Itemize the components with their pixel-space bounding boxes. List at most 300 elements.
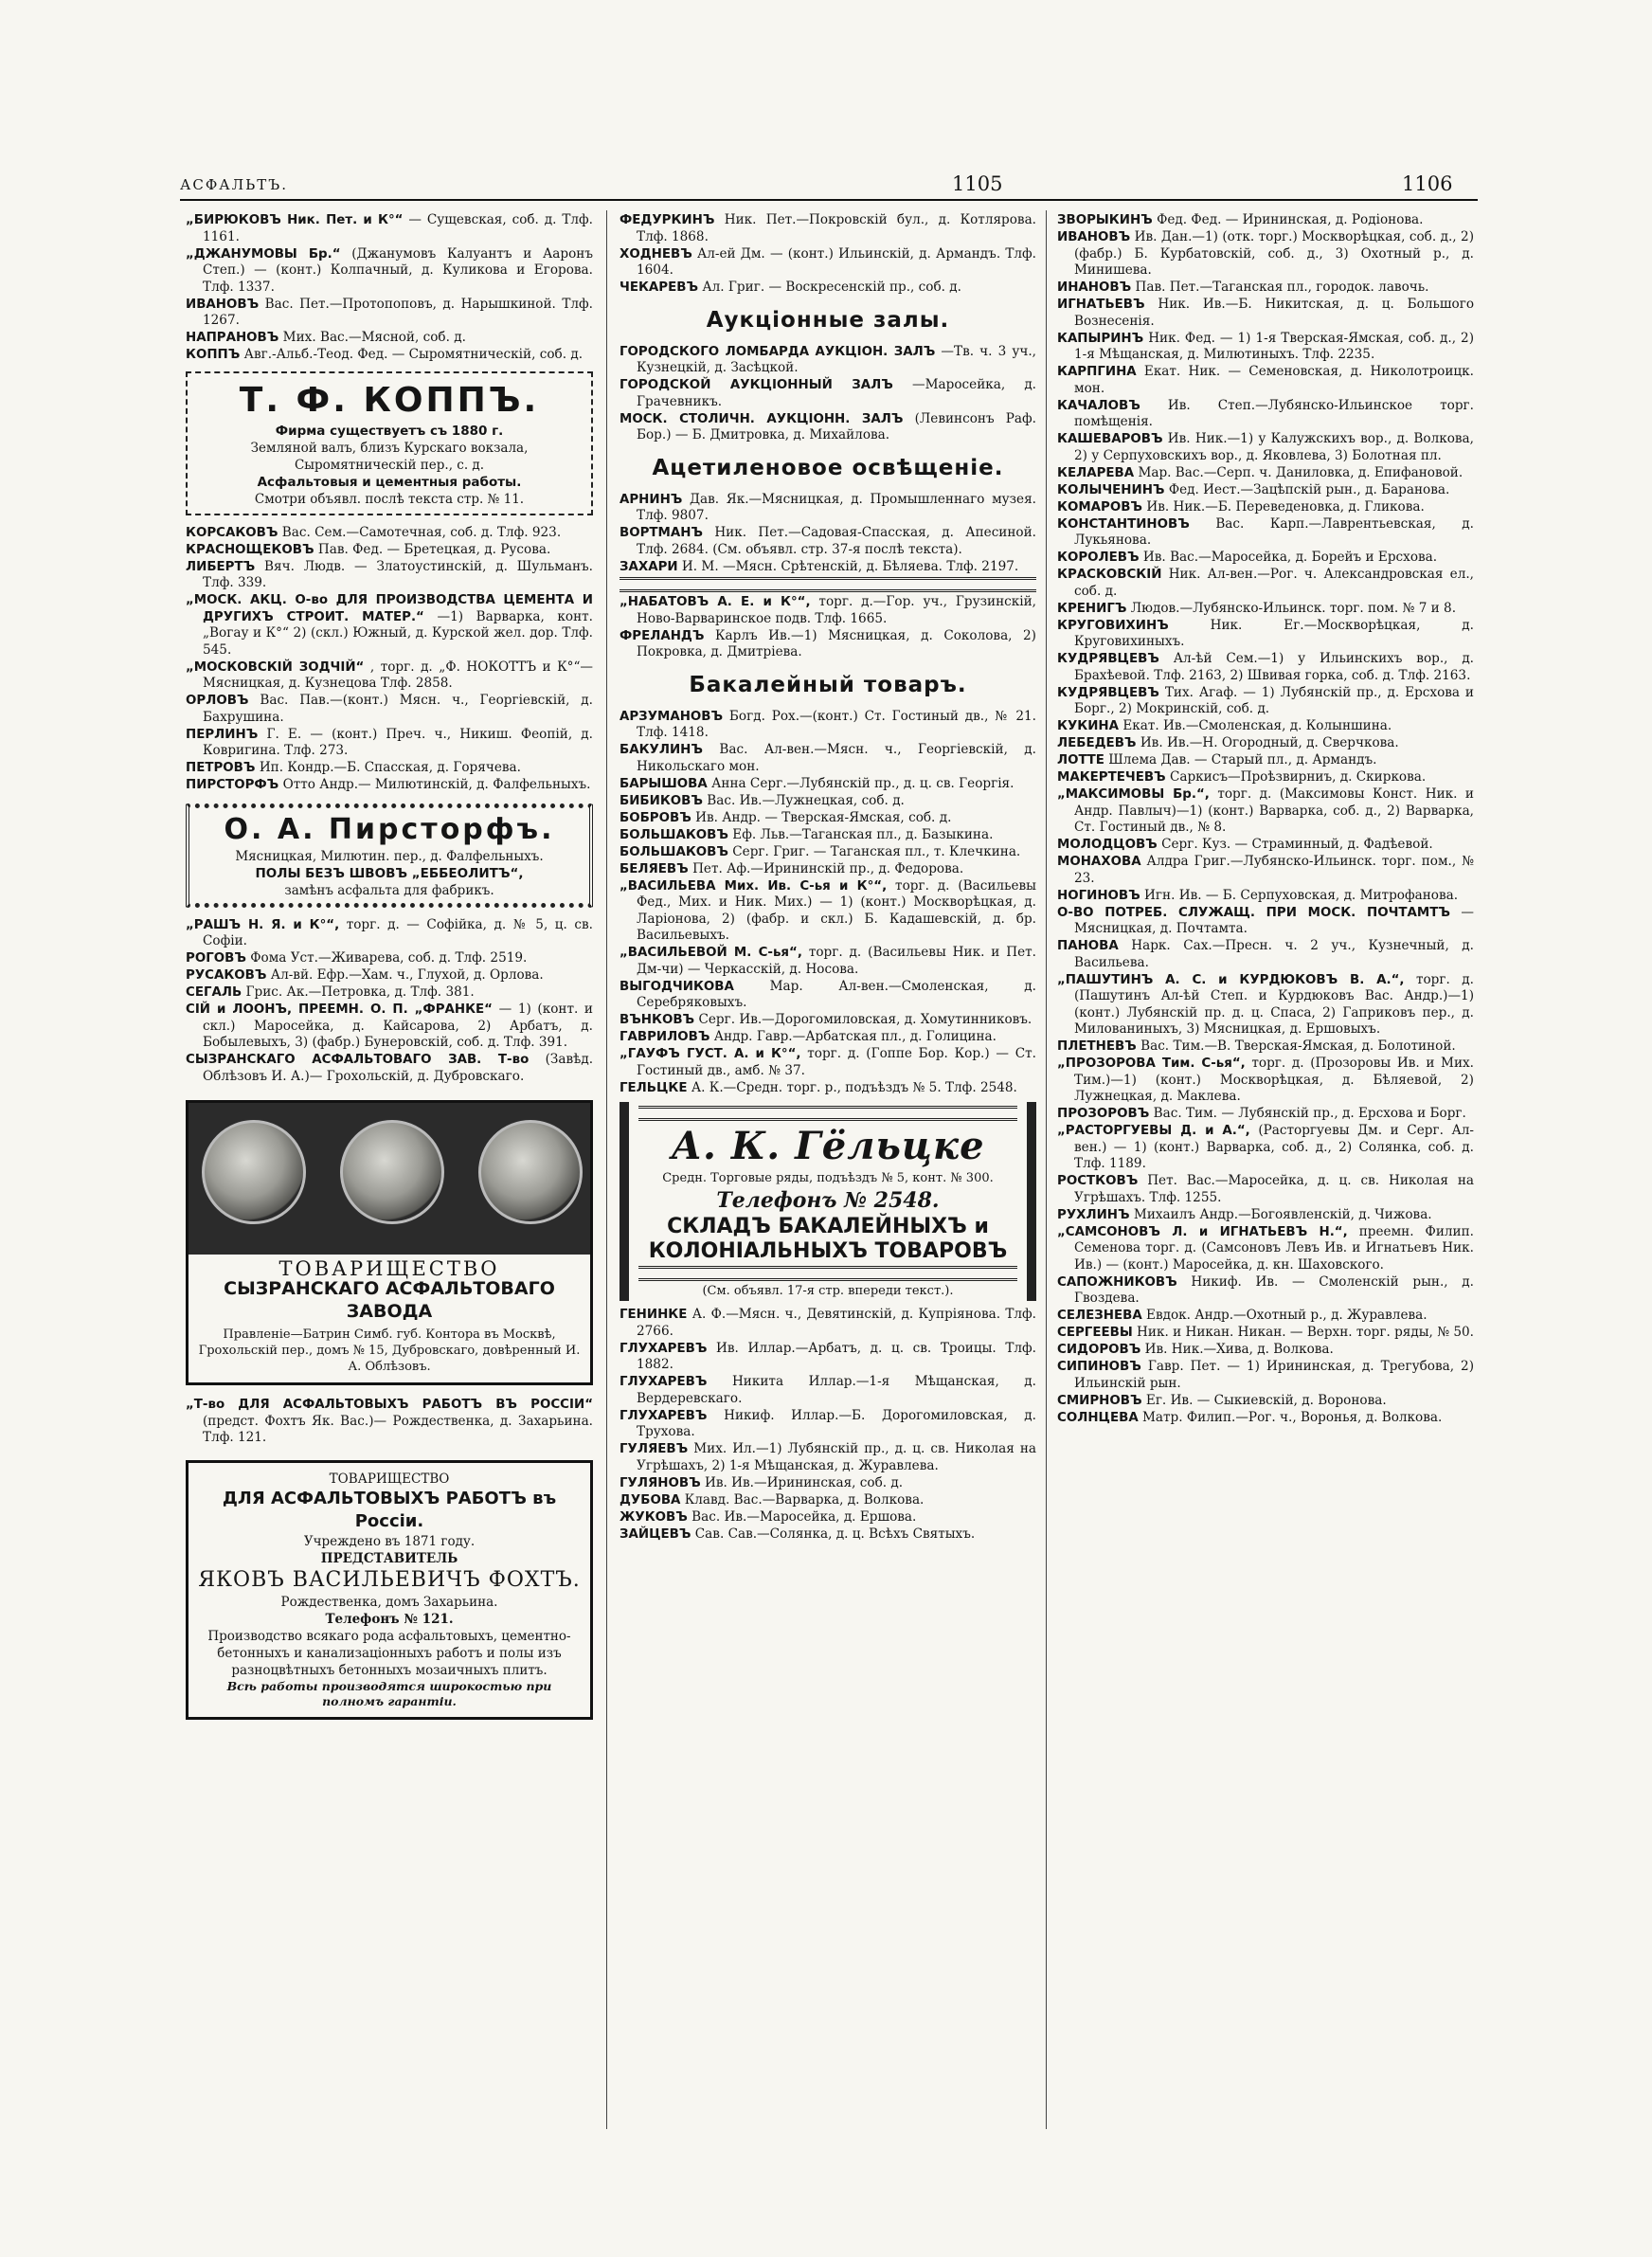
gelzke-ad-phone: Телефонъ № 2548. [716,1188,940,1213]
entry-name: РУСАКОВЪ [186,968,267,983]
directory-entry [620,594,1036,627]
entry-text: Пав. Фед. — Бретецкая, д. Русова. [317,541,551,557]
entry-name: СЕГАЛЬ [186,985,242,1000]
entry-text: торг. д. (Васильевы Ник. и Пет. Дм-чи) — Черкасскій, д. Носова. [637,945,1036,977]
directory-entry [1057,1325,1474,1342]
entry-text: Ник. Пет.—Садовая-Спасская, д. Апесиной. Тлф. 2684. (См. объявл. стр. 37-я послѣ текста). [637,525,1036,557]
entry-name: ВЪНКОВЪ [620,1013,695,1027]
directory-entry [620,525,1036,558]
entry-text: Г. Е. — (конт.) Преч. ч., Никиш. Феопій, д. Ковригина. Тлф. 273. [203,726,593,758]
entry-name: ГЕЛЬЦКЕ [620,1080,688,1095]
entry-name: „РАШЪ Н. Я. и К°“, [186,917,340,932]
entry-name: ПРОЗОРОВЪ [1057,1107,1150,1121]
entry-text: торг. д. (Гоппе Бор. Кор.) — Ст. Гостиный дв., амб. № 37. [637,1046,1036,1078]
entry-list [620,344,1036,444]
directory-entry [1057,1056,1474,1106]
entry-text: Людов.—Лубянско-Ильинск. торг. пом. № 7 и 8. [1130,600,1457,616]
entry-text: Ив. Андр. — Тверская-Ямская, соб. д. [695,809,952,825]
directory-entry [620,1046,1036,1079]
entry-text: —Мясницкая, д. Почтамта. [1074,904,1474,936]
syzran-advertisement [186,1100,593,1385]
entry-text: Ив. Иллар.—Арбатъ, д. ц. св. Троицы. Тлф. 1882. [637,1340,1036,1372]
syzran-ad-line: Правленіе—Батрин Симб. губ. Контора въ Москвѣ, Грохольскій пер., домъ № 15, Дубровскаго, довѣренный И. А. Облѣзовъ. [198,1327,581,1374]
entry-name: КАЧАЛОВЪ [1057,398,1140,413]
entry-text: Вяч. Людв. — Златоустинскій, д. Шульманъ. Тлф. 339. [203,558,593,590]
entry-name: КУКИНА [1057,719,1119,733]
entry-name: ГЛУХАРЕВЪ [620,1375,708,1389]
entry-list [620,594,1036,661]
pirstorf-advertisement [186,803,593,908]
gelzke-advertisement [620,1102,1036,1301]
directory-entry [1057,280,1474,297]
entry-name: ДУБОВА [620,1492,681,1508]
entry-name: „МОСК. АКЦ. О-во ДЛЯ ПРОИЗВОДСТВА ЦЕМЕНТА И ДРУГИХЪ СТРОИТ. МАТЕР.“ [186,593,593,624]
entry-text: Ник. и Никан. Никан. — Верхн. торг. ряды, № 50. [1137,1325,1475,1340]
entry-name: КЕЛАРЕВА [1057,465,1135,480]
directory-entry [1057,431,1474,464]
ornament-divider [638,1106,1017,1121]
entry-text: Серг. Куз. — Страминный, д. Фадѣевой. [1161,837,1433,852]
directory-entry [1057,735,1474,752]
entry-text: Ал-ей Дм. — (конт.) Ильинскій, д. Армандъ. Тлф. 1604. [637,245,1036,278]
directory-entry [1057,1308,1474,1325]
directory-entry [186,777,593,794]
entry-text: Ив. Ив.—Н. Огородный, д. Сверчкова. [1140,735,1399,750]
entry-text: Екат. Ив.—Смоленская, д. Колыншина. [1122,718,1392,733]
entry-name: ЛЕБЕДЕВЪ [1057,736,1137,750]
entry-text: Ег. Ив. — Сыкиевскій, д. Воронова. [1145,1392,1387,1408]
directory-entry [620,1012,1036,1029]
entry-text: Екат. Ник. — Семеновская, д. Николотроицк. мон. [1074,364,1474,396]
pirstorf-ad-line: ПОЛЫ БЕЗЪ ШВОВЪ „ЕББЕОЛИТЪ“, [255,865,524,881]
directory-entry [186,727,593,760]
directory-entry [620,1492,1036,1509]
ad-line: Производство всякаго рода асфальтовыхъ, цементно-бетонныхъ и канализаціонныхъ работъ и полы изъ разноцвѣтныхъ бетонныхъ мозаичныхъ плитъ. [207,1628,571,1678]
entry-text: —Маросейка, д. Грачевникъ. [637,377,1037,409]
entry-name: ФЕДУРКИНЪ [620,213,715,227]
directory-entry [186,525,593,542]
entry-text: Пет. Вас.—Маросейка, д. ц. св. Николая на Угрѣшахъ. Тлф. 1255. [1074,1173,1474,1205]
entry-text: Фед. Фед. — Ирининская, д. Родіонова. [1157,212,1424,227]
section-heading: Аукціонные залы. [706,307,950,333]
page-number-left: 1105 [952,172,1003,195]
entry-name: О-ВО ПОТРЕБ. СЛУЖАЩ. ПРИ МОСК. ПОЧТАМТЪ [1057,905,1450,920]
directory-entry [620,1307,1036,1340]
entry-name: ХОДНЕВЪ [620,246,692,262]
entry-name: КОНСТАНТИНОВЪ [1057,516,1190,532]
entry-name: БЕЛЯЕВЪ [620,861,689,876]
gelzke-ad-line: (См. объявл. 17-я стр. впереди текст.). [702,1284,954,1298]
entry-name: ГАВРИЛОВЪ [620,1030,710,1044]
kopp-ad-line: Смотри объявл. послѣ текста стр. № 11. [254,491,525,507]
entry-name: „ПАШУТИНЪ А. С. и КУРДЮКОВЪ В. А.“, [1057,972,1405,987]
directory-entry [1057,398,1474,431]
entry-name: СЕРГЕЕВЫ [1057,1326,1133,1340]
entry-text: Алдра Григ.—Лубянско-Ильинск. торг. пом., № 23. [1074,854,1475,886]
entry-text: торг. д. (Максимовы Конст. Ник. и Андр. Павлыч)—1) (конт.) Варварка, соб. д., 2) Варварка, Ст. Гостиный дв., № 8. [1074,786,1474,835]
entry-name: „САМСОНОВЪ Л. и ИГНАТЬЕВЪ Н.“, [1057,1224,1348,1239]
directory-entry [186,347,593,364]
entry-name: СИПИНОВЪ [1057,1360,1141,1374]
entry-name: „ПРОЗОРОВА Тим. С-ья“, [1057,1056,1246,1071]
directory-entry [620,1475,1036,1492]
pirstorf-ad-line: Мясницкая, Милютин. пер., д. Фалфельныхъ. [235,848,544,864]
directory-entry [620,1441,1036,1474]
directory-entry [1057,1123,1474,1173]
entry-text: Мих. Вас.—Мясной, соб. д. [282,330,466,345]
directory-entry [620,1341,1036,1374]
entry-text: Шлема Дав. — Старый пл., д. Армандъ. [1108,752,1377,767]
ornament-divider [620,577,1036,592]
page-number-right: 1106 [1402,172,1453,195]
entry-text: (Джанумовъ Калуантъ и Ааронъ Степ.) — (конт.) Колпачный, д. Куликова и Егорова. Тлф. 1337. [203,245,593,295]
entry-text: И. М. —Мясн. Срѣтенскій, д. Бѣляева. Тлф. 2197. [681,558,1019,574]
directory-entry [1057,1410,1474,1427]
entry-name: КОППЪ [186,348,241,362]
entry-text: Вас. Пав.—(конт.) Мясн. ч., Георгіевскій, д. Бахрушина. [203,693,593,725]
directory-entry [186,297,593,330]
entry-text: — 1) (конт. и скл.) Маросейка, д. Кайсарова, 2) Арбатъ, д. Бобылевыхъ, 3) (фабр.) Бунеровскій, соб. д. Тлф. 391. [203,1002,593,1050]
directory-entry [1057,331,1474,364]
directory-entry [620,793,1036,810]
entry-name: ЛИБЕРТЪ [186,559,256,574]
entry-list [186,917,593,1086]
directory-entry [620,844,1036,861]
entry-name: РОСТКОВЪ [1057,1174,1139,1188]
entry-text: (Завѣд. Облѣзовъ И. А.)— Грохольскій, д. Дубровскаго. [203,1052,594,1084]
directory-entry [620,246,1036,280]
entry-text: преемн. Филип. Семенова торг. д. (Самсоновъ Левъ Ив. и Игнатьевъ Ник. Ив.) — (конт.) Маросейка, д. кн. Шаховского. [1074,1223,1474,1273]
directory-entry [620,878,1036,945]
syzran-ad-line: ТОВАРИЩЕСТВО [278,1257,500,1280]
entry-text: Серг. Григ. — Таганская пл., т. Клечкина. [732,843,1021,859]
directory-entry [1057,888,1474,905]
directory-entry [1057,499,1474,516]
entry-name: ИГНАТЬЕВЪ [1057,298,1145,312]
directory-entry [1057,685,1474,718]
entry-text: Ив. Дан.—1) (отк. торг.) Москворѣцкая, соб. д., 2) (фабр.) Б. Курбатовскій, соб. д., 3) Охотный р., д. Минишева. [1074,229,1474,278]
entry-text: Никиф. Иллар.—Б. Дорогомиловская, д. Трухова. [637,1407,1037,1439]
directory-entry [186,967,593,984]
entry-name: СЕЛЕЗНЕВА [1057,1309,1142,1323]
entry-text: Нарк. Сах.—Пресн. ч. 2 уч., Кузнечный, д. Васильева. [1074,938,1474,970]
section-heading: Ацетиленовое освѣщеніе. [652,455,1004,480]
entry-name: БОЛЬШАКОВЪ [620,827,728,842]
directory-entry [1057,1359,1474,1392]
entry-name: НАПРАНОВЪ [186,331,279,345]
directory-entry [620,810,1036,827]
directory-entry [186,559,593,592]
entry-name: ИВАНОВЪ [1057,230,1131,244]
entry-name: БИБИКОВЪ [620,793,703,808]
entry-name: СМИРНОВЪ [1057,1393,1142,1408]
entry-name: „ГАУФЪ ГУСТ. А. и К°“, [620,1047,801,1061]
entry-text: Фед. Иест.—Зацѣпскій рын., д. Баранова. [1168,481,1450,497]
entry-text: Евдок. Андр.—Охотный р., д. Журавлева. [1146,1308,1428,1323]
entry-name: КАШЕВАРОВЪ [1057,432,1163,446]
entry-text: Ник. Фед. — 1) 1-я Тверская-Ямская, соб. д., 2) 1-я Мѣщанская, д. Милютиныхъ. Тлф. 2235. [1074,330,1474,362]
entry-text: торг. д. (Васильевы Фед., Мих. и Ник. Мих.) — 1) (конт.) Москворѣцкая, д. Ларіонова, 2) (фабр. и скл.) Б. Кадашевскій, д. бр. Васильевыхъ. [637,877,1036,943]
entry-name: „МАКСИМОВЫ Бр.“, [1057,787,1210,802]
directory-entry [1057,769,1474,786]
directory-entry [1057,1342,1474,1359]
directory-entry [1057,1224,1474,1274]
kopp-ad-line: Асфальтовыя и цементныя работы. [257,474,522,490]
entry-name: ЗВОРЫКИНЪ [1057,213,1153,227]
entry-name: ПЕТРОВЪ [186,761,256,775]
entry-text: Вас. Ив.—Лужнецкая, соб. д. [707,792,905,808]
entry-name: ПЕРЛИНЪ [186,727,259,742]
ad-line: ДЛЯ АСФАЛЬТОВЫХЪ РАБОТЪ въ Россіи. [222,1488,557,1531]
directory-entry [1057,229,1474,280]
entry-name: „НАБАТОВЪ А. Е. и К°“, [620,595,811,609]
entry-name: РОГОВЪ [186,951,246,966]
entry-text: Ив. Ник.—Хива, д. Волкова. [1144,1342,1334,1357]
directory-entry [620,344,1036,377]
entry-text: Карлъ Ив.—1) Мясницкая, д. Соколова, 2) Покровка, д. Дмитріева. [637,627,1036,659]
directory-entry [1057,364,1474,397]
entry-text: Ник. Ив.—Б. Никитская, д. ц. Большого Вознесенія. [1074,297,1474,329]
entry-text: (предст. Фохтъ Як. Вас.)— Рождественка, д. Захарьина. Тлф. 121. [203,1413,593,1445]
directory-entry [1057,651,1474,684]
entry-text: Мих. Ил.—1) Лубянскій пр., д. ц. св. Николая на Угрѣшахъ, 2) 1-я Мѣщанская, д. Журавлева. [637,1441,1036,1473]
entry-name: ВОРТМАНЪ [620,526,704,540]
entry-list [620,492,1036,576]
entry-name: КОРОЛЕВЪ [1057,551,1140,565]
directory-entry [1057,1106,1474,1123]
directory-entry [620,280,1036,297]
page-header [180,172,1478,197]
asphalt-company-advertisement [186,1460,593,1720]
directory-entry [620,559,1036,576]
entry-text: Мар. Вас.—Серп. ч. Даниловка, д. Епифановой. [1138,464,1463,480]
directory-entry [1057,1207,1474,1224]
entry-name: „ВАСИЛЬЕВОЙ М. С-ья“, [620,946,802,960]
directory-entry [620,1080,1036,1097]
directory-entry [1057,618,1474,651]
entry-text: Ив. Ник.—Б. Переведеновка, д. Гликова. [1146,498,1425,515]
directory-entry [186,1002,593,1052]
column-1 [186,212,593,1733]
entry-name: РУХЛИНЪ [1057,1207,1130,1222]
ad-line: ПРЕДСТАВИТЕЛЬ [320,1550,458,1566]
entry-text: А. К.—Средн. торг. р., подъѣздъ № 5. Тлф. 2548. [691,1079,1017,1095]
directory-entry [186,542,593,559]
column-3 [1057,212,1474,1427]
directory-entry [620,628,1036,661]
entry-name: КУДРЯВЦЕВЪ [1057,652,1159,666]
entry-name: КАПЫРИНЪ [1057,331,1144,346]
entry-name: „ДЖАНУМОВЫ Бр.“ [186,246,341,262]
entry-text: Серг. Ив.—Дорогомиловская, д. Хомутинниковъ. [698,1012,1032,1027]
entry-list [620,709,1036,1097]
entry-name: СІЙ и ЛООНЪ, ПРЕЕМН. О. П. „ФРАНКЕ“ [186,1002,493,1017]
entry-text: Вас. Карп.—Лаврентьевская, д. Лукьянова. [1074,515,1474,548]
entry-name: САПОЖНИКОВЪ [1057,1274,1177,1290]
entry-text: Тих. Агаф. — 1) Лубянскій пр., д. Ерсхова и Борг., 2) Мокринскій, соб. д. [1074,684,1474,716]
entry-name: КРЕНИГЪ [1057,601,1127,616]
entry-text: торг. д. (Прозоровы Ив. и Мих. Тим.)—1) (конт.) Москворѣцкая, д. Бѣляевой, 2) Лужнецкая, д. Маклева. [1074,1056,1474,1104]
entry-text: А. Ф.—Мясн. ч., Девятинскій, д. Купріянова. Тлф. 2766. [637,1307,1036,1339]
entry-name: ИНАНОВЪ [1057,280,1132,295]
entry-text: Ал-ѣй Сем.—1) у Ильинскихъ вор., д. Брахѣевой. Тлф. 2163, 2) Швивая горка, соб. д. Тлф. 2163. [1074,651,1475,683]
entry-list [620,1307,1036,1543]
column-divider [1046,210,1047,2129]
kopp-advertisement [186,371,593,515]
entry-name: „МОСКОВСКІЙ ЗОДЧІЙ“ [186,659,365,675]
gelzke-ad-line: СКЛАДЪ БАКАЛЕЙНЫХЪ и КОЛОНІАЛЬНЫХЪ ТОВАРОВЪ [648,1215,1008,1263]
entry-text: Андр. Гавр.—Арбатская пл., д. Голицина. [713,1029,997,1044]
entry-name: „РАСТОРГУЕВЫ Д. и А.“, [1057,1124,1250,1138]
entry-text: Богд. Рох.—(конт.) Ст. Гостиный дв., № 21. Тлф. 1418. [637,708,1036,740]
directory-entry [1057,601,1474,618]
directory-entry [1057,516,1474,550]
directory-entry [1057,1038,1474,1056]
entry-name: КОРСАКОВЪ [186,525,278,540]
directory-entry [1057,938,1474,971]
entry-text: Ив. Ник.—1) у Калужскихъ вор., д. Волкова, 2) у Серпуховскихъ вор., д. Яковлева, 3) Болотная пл. [1074,431,1474,463]
directory-entry [1057,752,1474,769]
entry-name: ПИРСТОРФЪ [186,778,279,792]
directory-entry [1057,1393,1474,1410]
directory-entry [186,592,593,659]
entry-text: Никиф. Ив. — Смоленскій рын., д. Гвоздева. [1074,1273,1474,1306]
entry-text: (Расторгуевы Дм. и Серг. Ал-вен.) — 1) (конт.) Варварка, соб. д., 2) Солянка, соб. д. Тлф. 1189. [1074,1123,1474,1171]
medal-icon [340,1120,444,1224]
entry-text: , торг. д. „Ф. НОКОТТЪ и К°“—Мясницкая, д. Кузнецова Тлф. 2858. [203,659,593,691]
ad-line: Рождественка, домъ Захарьина. [280,1594,498,1610]
entry-name: ИВАНОВЪ [186,297,260,312]
entry-name: ЧЕКАРЕВЪ [620,280,699,295]
directory-entry [1057,972,1474,1038]
entry-text: Ал. Григ. — Воскресенскій пр., соб. д. [702,280,961,295]
ad-line: ТОВАРИЩЕСТВО [329,1471,450,1487]
pirstorf-ad-line: замѣнъ асфальта для фабрикъ. [284,882,494,898]
column-divider [606,210,607,2129]
entry-text: Вас. Тим. — Лубянскій пр., д. Ерсхова и Борг. [1153,1106,1466,1121]
entry-text: Саркисъ—Проѣзвирниъ, д. Скиркова. [1169,769,1427,785]
entry-name: ГОРОДСКОГО ЛОМБАРДА АУКЦІОН. ЗАЛЪ [620,344,936,359]
directory-entry [1057,482,1474,499]
directory-entry [1057,905,1474,938]
entry-text: Вас. Тим.—В. Тверская-Ямская, д. Болотиной. [1140,1038,1456,1054]
gelzke-ad-title: А. К. Гёльцке [671,1124,985,1168]
entry-name: КРАСКОВСКІЙ [1057,568,1162,582]
directory-entry [1057,212,1474,229]
ad-line: ЯКОВЪ ВАСИЛЬЕВИЧЪ ФОХТЪ. [198,1567,581,1592]
directory-entry [620,776,1036,793]
directory-entry [1057,854,1474,887]
directory-entry [186,760,593,777]
entry-name: КРАСНОЩЕКОВЪ [186,542,314,557]
entry-name: АРНИНЪ [620,492,683,507]
entry-name: ГУЛЯНОВЪ [620,1475,701,1490]
entry-name: БОБРОВЪ [620,810,691,825]
kopp-ad-line: Фирма существуетъ съ 1880 г. [275,423,504,439]
directory-entry [620,1408,1036,1441]
directory-entry [1057,465,1474,482]
entry-name: ПАНОВА [1057,939,1119,953]
section-title: АСФАЛЬТЪ. [180,176,288,193]
ad-line: Учреждено въ 1871 году. [303,1533,476,1549]
directory-entry [620,979,1036,1012]
entry-name: ГЛУХАРЕВЪ [620,1341,708,1356]
entry-text: Игн. Ив. — Б. Серпуховская, д. Митрофанова. [1144,887,1459,903]
kopp-ad-title: Т. Ф. КОППЪ. [239,380,540,420]
entry-list [186,525,593,794]
entry-text: Дав. Як.—Мясницкая, д. Промышленнаго музея. Тлф. 9807. [637,491,1036,523]
entry-text: Анна Серг.—Лубянскій пр., д. ц. св. Георгія. [711,775,1015,791]
column-2 [620,212,1036,1544]
directory-entry [1057,837,1474,854]
entry-name: ОРЛОВЪ [186,694,249,708]
entry-text: —Тв. ч. 3 уч., Кузнецкій, д. Засѣцкой. [637,343,1036,375]
entry-name: МОСК. СТОЛИЧН. АУКЦІОНН. ЗАЛЪ [620,411,904,426]
entry-text: Вас. Сем.—Самотечная, соб. д. Тлф. 923. [281,524,562,540]
directory-entry [620,1029,1036,1046]
entry-name: ГОРОДСКОЙ АУКЦІОННЫЙ ЗАЛЪ [620,378,893,392]
syzran-ad-line: СЫЗРАНСКАГО АСФАЛЬТОВАГО ЗАВОДА [224,1278,555,1322]
entry-text: Ник. Пет.—Покровскій бул., д. Котлярова. Тлф. 1868. [637,212,1037,244]
directory-entry [620,709,1036,742]
entry-text: Михаилъ Андр.—Богоявленскій, д. Чижова. [1133,1206,1432,1222]
entry-name: ЛОТТЕ [1057,753,1104,767]
directory-entry [620,492,1036,525]
entry-text: Грис. Ак.—Петровка, д. Тлф. 381. [245,984,475,1000]
pirstorf-ad-title: О. А. Пирсторфъ. [224,812,555,846]
entry-text: (Левинсонъ Раф. Бор.) — Б. Дмитровка, д. Михайлова. [637,410,1036,442]
directory-entry [1057,297,1474,330]
entry-text: Ник. Ал-вен.—Рог. ч. Александровская ел., соб. д. [1074,567,1474,599]
directory-entry [186,330,593,347]
header-rule [180,199,1478,201]
entry-text: торг. д. (Пашутинъ Ал-ѣй Степ. и Курдюковъ Вас. Андр.)—1) (конт.) Лубянскій пр. д. ц. Спаса, 2) Гаприковъ пер., д. Милованиныхъ, 3) Мясницкая, д. Ершовыхъ. [1074,971,1474,1037]
entry-list [1057,212,1474,1426]
directory-entry [186,984,593,1002]
directory-entry [186,212,593,245]
entry-name: МОНАХОВА [1057,855,1141,869]
entry-name: СИДОРОВЪ [1057,1343,1141,1357]
entry-name: МАКЕРТЕЧЕВЪ [1057,770,1166,785]
entry-text: торг. д.—Гор. уч., Грузинскій, Ново-Варваринское подв. Тлф. 1665. [637,594,1036,626]
entry-text: Фома Уст.—Живарева, соб. д. Тлф. 2519. [250,950,528,966]
directory-entry [620,742,1036,775]
directory-entry [186,659,593,693]
entry-list [186,1397,593,1447]
entry-name: СОЛНЦЕВА [1057,1410,1139,1425]
entry-text: Мар. Ал-вен.—Смоленская, д. Серебряковыхъ. [637,978,1036,1010]
entry-text: Ив. Степ.—Лубянско-Ильинское торг. помѣщенія. [1074,397,1474,429]
entry-name: ВЫГОДЧИКОВА [620,979,734,994]
entry-name: АРЗУМАНОВЪ [620,709,724,724]
entry-list [620,212,1036,297]
entry-name: КАРПГИНА [1057,365,1137,379]
section-heading: Бакалейный товаръ. [689,672,967,697]
entry-name: НОГИНОВЪ [1057,888,1140,903]
directory-entry [1057,1173,1474,1206]
entry-name: ЗАЙЦЕВЪ [620,1526,691,1542]
directory-entry [1057,786,1474,837]
directory-entry [1057,550,1474,567]
directory-entry [1057,1274,1474,1308]
entry-text: — Сущевская, соб. д. Тлф. 1161. [203,212,593,244]
entry-text: Пав. Пет.—Таганская пл., городок. лавочь. [1135,280,1429,295]
ornament-divider [638,1266,1017,1281]
entry-name: ФРЕЛАНДЪ [620,628,705,643]
entry-text: Ив. Ив.—Ирининская, соб. д. [705,1474,904,1490]
entry-name: СЫЗРАНСКАГО АСФАЛЬТОВАГО ЗАВ. Т-во [186,1053,530,1067]
entry-text: Никита Иллар.—1-я Мѣщанская, д. Вердеревскаго. [637,1374,1036,1406]
